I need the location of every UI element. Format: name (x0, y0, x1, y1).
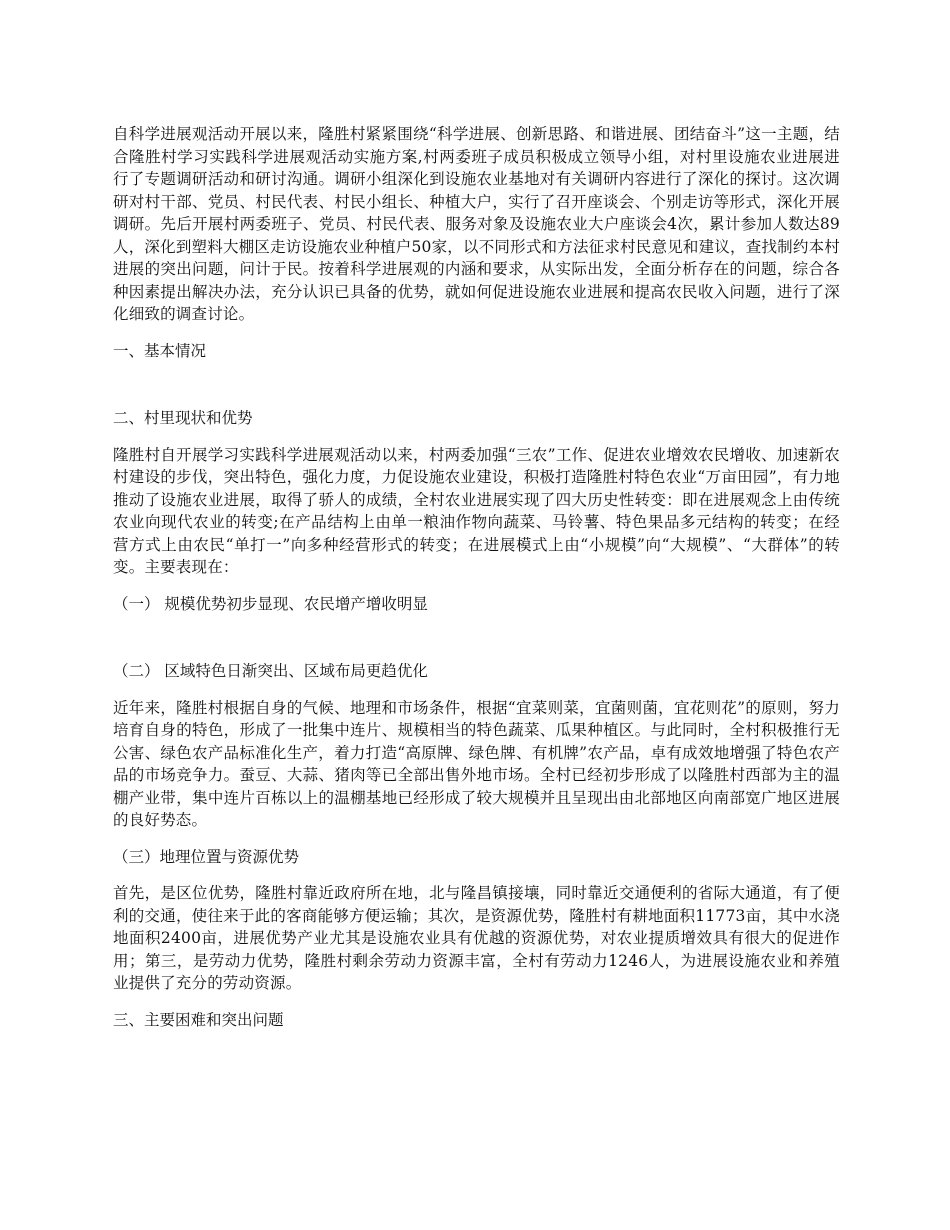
location-paragraph: 首先，是区位优势，隆胜村靠近政府所在地，北与隆昌镇接壤，同时靠近交通便利的省际大通道，有了便利的交通，使往来于此的客商能够方便运输；其次，是资源优势，隆胜村有耕地面积11773亩，其中水浇地面积2400亩，进展优势产业尤其是设施农业具有优越的资源优势，对农业提质增效具有很大的促进作用；第三，是劳动力优势，隆胜村剩余劳动力资源丰富，全村有劳动力1246人，为进展设施农业和养殖业提供了充分的劳动资源。 (113, 884, 840, 992)
section-heading-status: 二、村里现状和优势 (113, 409, 253, 427)
intro-paragraph: 自科学进展观活动开展以来，隆胜村紧紧围绕“科学进展、创新思路、和谐进展、团结奋斗”这一主题，结合隆胜村学习实践科学进展观活动实施方案,村两委班子成员积极成立领导小组，对村里设施农业进展进行了专题调研活动和研讨沟通。调研小组深化到设施农业基地对有关调研内容进行了深化的探讨。这次调研对村干部、党员、村民代表、村民小组长、种植大户，实行了召开座谈会、个别走访等形式，深化开展调研。先后开展村两委班子、党员、村民代表、服务对象及设施农业大户座谈会4次，累计参加人数达89人，深化到塑料大棚区走访设施农业种植户50家，以不同形式和方法征求村民意见和建议，查找制约本村进展的突出问题，问计于民。按着科学进展观的内涵和要求，从实际出发，全面分析存在的问题，综合各种因素提出解决办法，充分认识已具备的优势，就如何促进设施农业进展和提高农民收入问题，进行了深化细致的调查讨论。 (113, 125, 840, 323)
section-heading-problems: 三、主要困难和突出问题 (113, 1010, 284, 1029)
subheading-region: （二） 区域特色日渐突出、区域布局更趋优化 (113, 662, 428, 680)
subheading-scale: （一） 规模优势初步显现、农民增产增收明显 (113, 594, 428, 613)
spacer (113, 376, 840, 407)
section-heading-basic: 一、基本情况 (113, 341, 207, 360)
status-paragraph: 隆胜村自开展学习实践科学进展观活动以来，村两委加强“三农”工作、促进农业增效农民增收、加速新农村建设的步伐，突出特色，强化力度，力促设施农业建设，积极打造隆胜村特色农业“万亩田园”，有力地推动了设施农业进展，取得了骄人的成绩，全村农业进展实现了四大历史性转变：即在进展观念上由传统农业向现代农业的转变;在产品结构上由单一粮油作物向蔬菜、马铃薯、特色果品多元结构的转变；在经营方式上由农民“单打一”向多种经营形式的转变；在进展模式上由“小规模”向“大规模”、“大群体”的转变。主要表现在： (113, 445, 840, 576)
spacer (113, 629, 840, 660)
document-body (113, 123, 840, 1045)
subheading-location: （三）地理位置与资源优势 (113, 847, 300, 866)
region-paragraph: 近年来，隆胜村根据自身的气候、地理和市场条件，根据“宜菜则菜，宜菌则菌，宜花则花”的原则，努力培育自身的特色，形成了一批集中连片、规模相当的特色蔬菜、瓜果种植区。与此同时，全村积极推行无公害、绿色农产品标准化生产，着力打造“高原牌、绿色牌、有机牌”农产品，卓有成效地增强了特色农产品的市场竞争力。蚕豆、大蒜、猪肉等已全部出售外地市场。全村已经初步形成了以隆胜村西部为主的温棚产业带，集中连片百栋以上的温棚基地已经形成了较大规模并且呈现出由北部地区向南部宽广地区进展的良好势态。 (113, 698, 840, 829)
